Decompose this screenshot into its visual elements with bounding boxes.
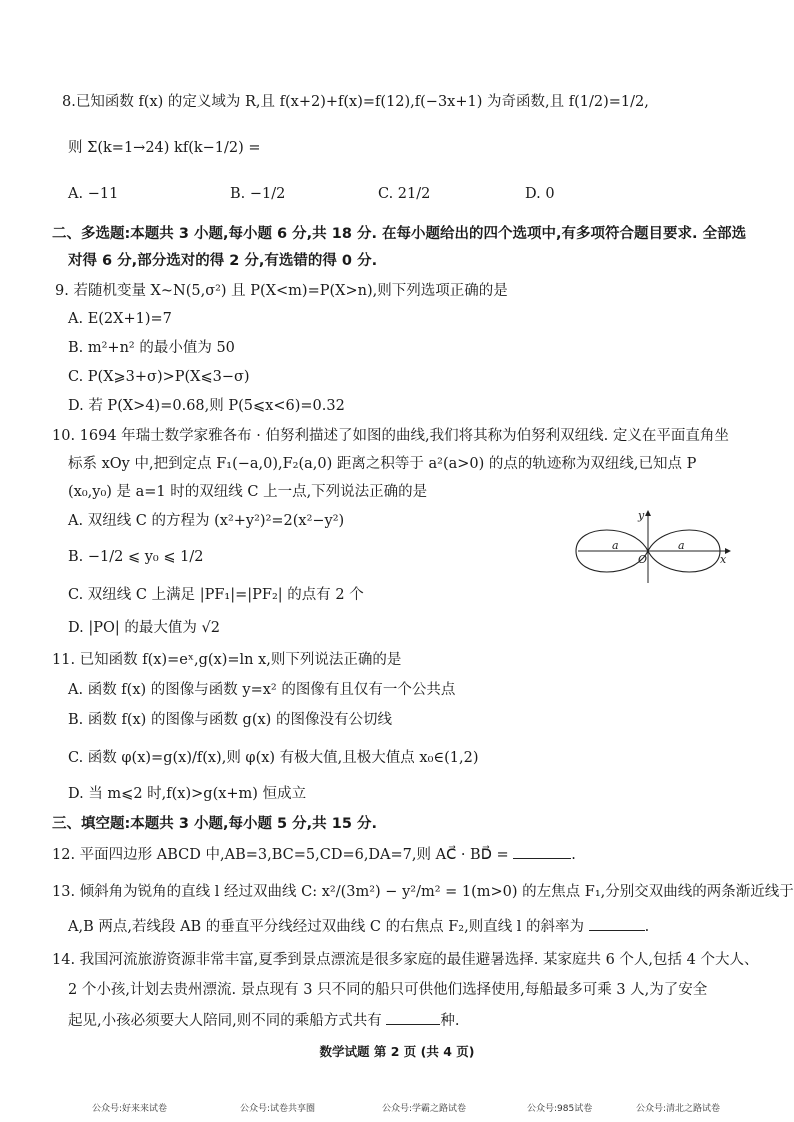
q10-stem-line1: 10. 1694 年瑞士数学家雅各布 · 伯努利描述了如图的曲线,我们将其称为伯努利双纽线. 定义在平面直角坐 [52,428,729,444]
x-axis-label: x [720,553,727,566]
q11-option-a: A. 函数 f(x) 的图像与函数 y=x² 的图像有且仅有一个公共点 [68,682,456,698]
watermark-3: 公众号:学霸之路试卷 [382,1104,467,1114]
q10-option-c: C. 双纽线 C 上满足 |PF₁|=|PF₂| 的点有 2 个 [68,587,364,603]
q14-stem-line1: 14. 我国河流旅游资源非常丰富,夏季到景点漂流是很多家庭的最佳避暑选择. 某家庭共 6 个人,包括 4 个大人、 [52,952,759,968]
watermark-5: 公众号:清北之路试卷 [636,1104,721,1114]
section2-header-line2: 对得 6 分,部分选对的得 2 分,有选错的得 0 分. [68,253,378,269]
q11-option-d: D. 当 m⩽2 时,f(x)>g(x+m) 恒成立 [68,786,307,802]
q9-stem: 9. 若随机变量 X~N(5,σ²) 且 P(X<m)=P(X>n),则下列选项正确的是 [55,283,508,299]
right-a-label: a [678,539,685,552]
q10-stem-line2: 标系 xOy 中,把到定点 F₁(−a,0),F₂(a,0) 距离之积等于 a²(a>0) 的点的轨迹称为双纽线,已知点 P [68,456,697,472]
q9-option-b: B. m²+n² 的最小值为 50 [68,340,235,356]
q9-option-c: C. P(X⩾3+σ)>P(X⩽3−σ) [68,369,250,385]
q14-stem-line3 [68,1010,459,1031]
q12-text: 12. 平面四边形 ABCD 中,AB=3,BC=5,CD=6,DA=7,则 AC⃗ · BD⃗ = [52,847,509,863]
q11-stem: 11. 已知函数 f(x)=eˣ,g(x)=ln x,则下列说法正确的是 [52,652,402,668]
q8-option-b: B. −1/2 [230,186,286,202]
q8-option-a: A. −11 [68,186,119,202]
q14-stem-line2: 2 个小孩,计划去贵州漂流. 景点现有 3 只不同的船只可供他们选择使用,每船最多可乘 3 人,为了安全 [68,982,708,998]
q13-end: . [644,919,650,935]
q11-option-b: B. 函数 f(x) 的图像与函数 g(x) 的图像没有公切线 [68,712,392,728]
section2-header-line1: 二、多选题:本题共 3 小题,每小题 6 分,共 18 分. 在每小题给出的四个选项中,有多项符合题目要求. 全部选 [52,226,747,242]
q13-stem-line2 [68,916,649,937]
q11-option-c: C. 函数 φ(x)=g(x)/f(x),则 φ(x) 有极大值,且极大值点 x₀∈(1,2) [68,750,479,766]
q13-answer-blank[interactable] [589,916,645,931]
q9-option-d: D. 若 P(X>4)=0.68,则 P(5⩽x<6)=0.32 [68,398,345,414]
q14-text: 起见,小孩必须要大人陪同,则不同的乘船方式共有 [68,1013,382,1029]
left-a-label: a [612,539,619,552]
q14-answer-blank[interactable] [386,1010,440,1025]
y-axis-label: y [638,509,645,522]
watermark-4: 公众号:985试卷 [527,1104,593,1114]
q13-stem-line1: 13. 倾斜角为锐角的直线 l 经过双曲线 C: x²/(3m²) − y²/m² = 1(m>0) 的左焦点 F₁,分别交双曲线的两条渐近线于 [52,884,794,900]
page-footer: 数学试题 第 2 页 (共 4 页) [319,1044,475,1059]
q9-option-a: A. E(2X+1)=7 [68,311,172,327]
lemniscate-figure [570,505,740,585]
q8-stem-line1: 8.已知函数 f(x) 的定义域为 R,且 f(x+2)+f(x)=f(12),f(−3x+1) 为奇函数,且 f(1/2)=1/2, [62,94,649,110]
q10-stem-line3: (x₀,y₀) 是 a=1 时的双纽线 C 上一点,下列说法正确的是 [68,484,428,500]
q10-option-b: B. −1/2 ⩽ y₀ ⩽ 1/2 [68,549,204,565]
watermark-1: 公众号:好来来试卷 [92,1104,168,1114]
q10-option-d: D. |PO| 的最大值为 √2 [68,620,220,636]
q8-stem-line2: 则 Σ(k=1→24) kf(k−1/2) = [68,140,261,156]
q8-option-c: C. 21/2 [378,186,431,202]
q8-option-d: D. 0 [525,186,555,202]
q12-stem [52,844,576,865]
q10-option-a: A. 双纽线 C 的方程为 (x²+y²)²=2(x²−y²) [68,513,345,529]
q12-end: . [571,847,576,863]
q12-answer-blank[interactable] [513,844,571,859]
watermark-2: 公众号:试卷共享圈 [240,1104,316,1114]
q13-text: A,B 两点,若线段 AB 的垂直平分线经过双曲线 C 的右焦点 F₂,则直线 l 的斜率为 [68,919,585,935]
section3-header: 三、填空题:本题共 3 小题,每小题 5 分,共 15 分. [52,816,377,832]
q14-end: 种. [440,1013,460,1029]
origin-label: O [638,553,648,566]
